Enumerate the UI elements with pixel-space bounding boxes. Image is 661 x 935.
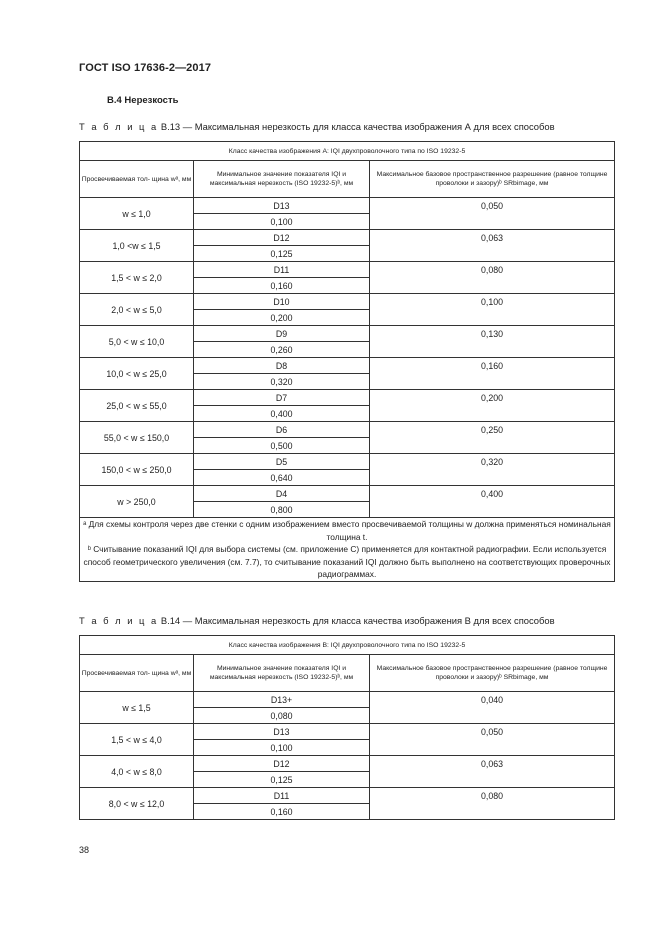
thickness-range: 5,0 < w ≤ 10,0 <box>80 326 194 358</box>
table-13-note-a: ᵃ Для схемы контроля через две стенки с одним изображением вместо просвечиваемой толщины w должна применяться номинальная толщина t. <box>83 519 611 542</box>
table-row <box>80 390 615 406</box>
resolution-value: 0,250 <box>370 422 615 454</box>
table-13 <box>79 141 615 582</box>
resolution-value: 0,100 <box>370 294 615 326</box>
thickness-range: 55,0 < w ≤ 150,0 <box>80 422 194 454</box>
resolution-value: 0,080 <box>370 788 615 820</box>
table-13-col-thickness: Просвечиваемая тол- щина wᵃ, мм <box>80 161 194 198</box>
iqi-value: D4 <box>194 486 370 502</box>
table-13-note-b: ᵇ Считывание показаний IQI для выбора системы (см. приложение С) применяется для контактной радиографии. Если используется способ геометрического увеличения (см. 7.7), то считывание показаний IQI должно быть выполнено на соответствующих проверочных радиограммах. <box>83 544 611 579</box>
resolution-value: 0,050 <box>370 198 615 230</box>
unsharpness-value: 0,125 <box>194 772 370 788</box>
unsharpness-value: 0,125 <box>194 246 370 262</box>
unsharpness-value: 0,800 <box>194 502 370 518</box>
thickness-range: 25,0 < w ≤ 55,0 <box>80 390 194 422</box>
resolution-value: 0,063 <box>370 756 615 788</box>
table-14-caption-prefix: Т а б л и ц а <box>79 615 159 626</box>
thickness-range: 1,0 <w ≤ 1,5 <box>80 230 194 262</box>
table-13-caption-text: В.13 — Максимальная нерезкость для класса качества изображения А для всех способов <box>158 121 555 132</box>
thickness-range: 1,5 < w ≤ 2,0 <box>80 262 194 294</box>
table-row <box>80 788 615 804</box>
iqi-value: D13 <box>194 198 370 214</box>
document-title: ГОСТ ISO 17636-2—2017 <box>79 62 212 74</box>
table-row <box>80 230 615 246</box>
unsharpness-value: 0,100 <box>194 214 370 230</box>
table-14-caption-text: В.14 — Максимальная нерезкость для класса качества изображения В для всех способов <box>158 615 555 626</box>
table-row <box>80 358 615 374</box>
table-row <box>80 326 615 342</box>
iqi-value: D12 <box>194 756 370 772</box>
table-14 <box>79 635 615 820</box>
table-13-notes <box>80 518 615 582</box>
iqi-value: D8 <box>194 358 370 374</box>
table-row <box>80 294 615 310</box>
unsharpness-value: 0,640 <box>194 470 370 486</box>
unsharpness-value: 0,160 <box>194 804 370 820</box>
resolution-value: 0,080 <box>370 262 615 294</box>
table-row <box>80 454 615 470</box>
unsharpness-value: 0,400 <box>194 406 370 422</box>
thickness-range: 4,0 < w ≤ 8,0 <box>80 756 194 788</box>
table-row <box>80 422 615 438</box>
unsharpness-value: 0,320 <box>194 374 370 390</box>
unsharpness-value: 0,260 <box>194 342 370 358</box>
iqi-value: D11 <box>194 788 370 804</box>
table-13-caption <box>79 121 555 132</box>
table-13-col-iqi: Минимальное значение показателя IQI и максимальная нерезкость (ISO 19232-5)ᵇ, мм <box>194 161 370 198</box>
table-14-col-iqi: Минимальное значение показателя IQI и максимальная нерезкость (ISO 19232-5)ᵇ, мм <box>194 655 370 692</box>
thickness-range: 150,0 < w ≤ 250,0 <box>80 454 194 486</box>
table-13-class-header: Класс качества изображения A: IQI двухпроволочного типа по ISO 19232-5 <box>80 142 615 161</box>
resolution-value: 0,040 <box>370 692 615 724</box>
unsharpness-value: 0,080 <box>194 708 370 724</box>
resolution-value: 0,130 <box>370 326 615 358</box>
thickness-range: 1,5 < w ≤ 4,0 <box>80 724 194 756</box>
thickness-range: w ≤ 1,5 <box>80 692 194 724</box>
thickness-range: w > 250,0 <box>80 486 194 518</box>
resolution-value: 0,400 <box>370 486 615 518</box>
resolution-value: 0,160 <box>370 358 615 390</box>
iqi-value: D9 <box>194 326 370 342</box>
iqi-value: D5 <box>194 454 370 470</box>
table-13-caption-prefix: Т а б л и ц а <box>79 121 159 132</box>
table-row <box>80 724 615 740</box>
thickness-range: 2,0 < w ≤ 5,0 <box>80 294 194 326</box>
table-row <box>80 692 615 708</box>
table-14-col-resolution: Максимальное базовое пространственное разрешение (равное толщине проволоки и зазору)ᵇ SRbimage, мм <box>370 655 615 692</box>
iqi-value: D7 <box>194 390 370 406</box>
iqi-value: D10 <box>194 294 370 310</box>
unsharpness-value: 0,200 <box>194 310 370 326</box>
page-number: 38 <box>79 845 90 855</box>
thickness-range: 8,0 < w ≤ 12,0 <box>80 788 194 820</box>
table-row <box>80 198 615 214</box>
resolution-value: 0,200 <box>370 390 615 422</box>
table-row <box>80 262 615 278</box>
table-row <box>80 486 615 502</box>
table-14-class-header: Класс качества изображения В: IQI двухпроволочного типа по ISO 19232-5 <box>80 636 615 655</box>
resolution-value: 0,320 <box>370 454 615 486</box>
table-13-col-resolution: Максимальное базовое пространственное разрешение (равное толщине проволоки и зазору)ᵇ SRbimage, мм <box>370 161 615 198</box>
resolution-value: 0,050 <box>370 724 615 756</box>
iqi-value: D12 <box>194 230 370 246</box>
iqi-value: D13 <box>194 724 370 740</box>
resolution-value: 0,063 <box>370 230 615 262</box>
unsharpness-value: 0,100 <box>194 740 370 756</box>
iqi-value: D6 <box>194 422 370 438</box>
unsharpness-value: 0,500 <box>194 438 370 454</box>
iqi-value: D13+ <box>194 692 370 708</box>
unsharpness-value: 0,160 <box>194 278 370 294</box>
table-row <box>80 756 615 772</box>
thickness-range: w ≤ 1,0 <box>80 198 194 230</box>
iqi-value: D11 <box>194 262 370 278</box>
table-14-col-thickness: Просвечиваемая тол- щина wᵃ, мм <box>80 655 194 692</box>
thickness-range: 10,0 < w ≤ 25,0 <box>80 358 194 390</box>
table-14-caption <box>79 615 555 626</box>
section-title: B.4 Нерезкость <box>107 95 179 106</box>
